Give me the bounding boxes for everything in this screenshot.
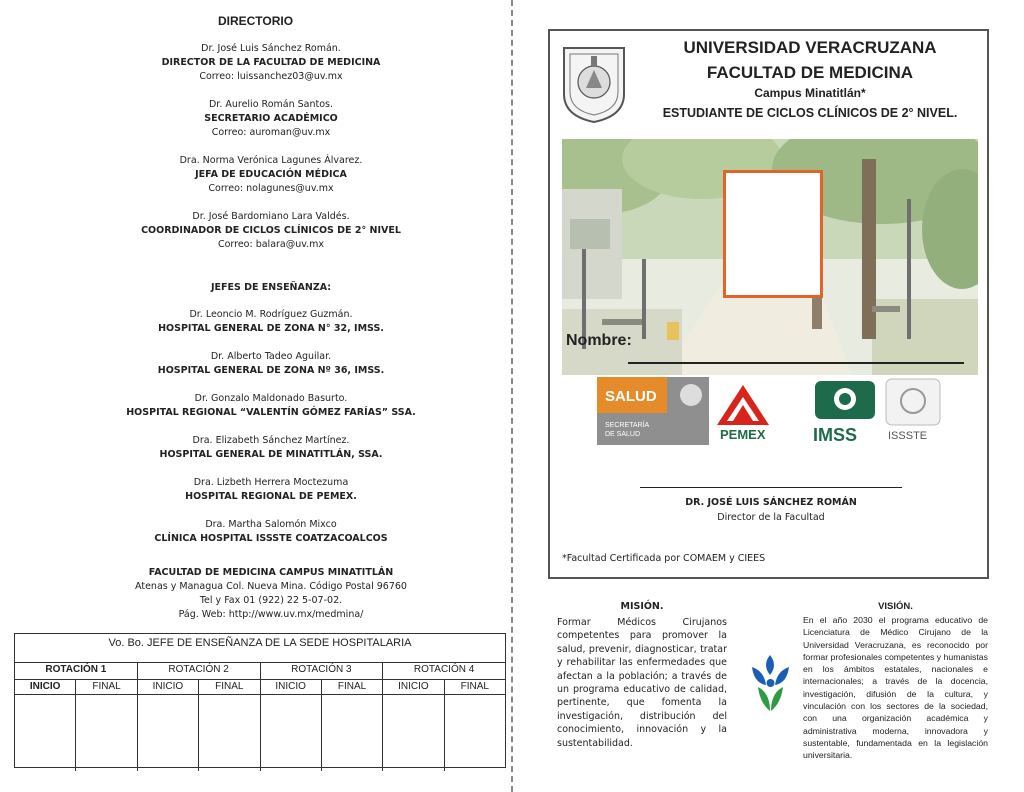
rotation-signature-row [15, 695, 505, 771]
rotation-table [14, 633, 506, 768]
rotation-sub-cell: FINAL [76, 680, 137, 694]
entry-email: Correo: balara@uv.mx [217, 239, 325, 250]
jefe-entry [0, 392, 542, 420]
nombre-label: Nombre: [566, 332, 632, 349]
jefe-hospital: HOSPITAL REGIONAL DE PEMEX. [185, 491, 357, 502]
signature-cell [15, 695, 76, 771]
jefe-name: Dra. Lizbeth Herrera Moctezuma [193, 477, 349, 488]
dean-name: DR. JOSÉ LUIS SÁNCHEZ ROMÁN [685, 497, 857, 508]
entry-email: Correo: luissanchez03@uv.mx [199, 71, 343, 82]
issste-logo-text: ISSSTE [888, 430, 928, 442]
directory-entry [0, 98, 542, 140]
jefe-hospital: HOSPITAL GENERAL DE ZONA Nº 36, IMSS. [157, 365, 385, 376]
imss-logo [813, 381, 875, 445]
salud-sub2: DE SALUD [605, 431, 641, 438]
jefes-title: JEFES DE ENSEÑANZA: [210, 282, 332, 293]
salud-sub1: SECRETARÍA [605, 422, 650, 429]
entry-role: JEFA DE EDUCACIÓN MÉDICA [195, 169, 347, 180]
jefe-hospital: HOSPITAL REGIONAL “VALENTÍN GÓMEZ FARÍAS” SSA. [126, 407, 416, 418]
rotation-header-cell: ROTACIÓN 3 [261, 663, 384, 679]
web-line: Pág. Web: http://www.uv.mx/medmina/ [178, 609, 364, 620]
signature-cell [76, 695, 137, 771]
directory-entry [0, 154, 542, 196]
entry-role: COORDINADOR DE CICLOS CLÍNICOS DE 2° NIVEL [141, 225, 401, 236]
entry-role: DIRECTOR DE LA FACULTAD DE MEDICINA [161, 57, 381, 68]
jefe-name: Dra. Elizabeth Sánchez Martínez. [192, 435, 350, 446]
jefe-name: Dra. Martha Salomón Mixco [205, 519, 337, 530]
entry-email: Correo: auroman@uv.mx [211, 127, 331, 138]
signature-cell [199, 695, 260, 771]
signature-cell [383, 695, 444, 771]
vision-title: VISIÓN. [878, 601, 913, 612]
university-seal [558, 42, 630, 124]
jefe-entry [0, 434, 542, 462]
photo-placeholder[interactable] [723, 170, 823, 298]
entry-name: Dr. José Luis Sánchez Román. [201, 43, 341, 54]
signature-cell [261, 695, 322, 771]
signature-cell [138, 695, 199, 771]
nombre-input-line[interactable] [628, 362, 964, 364]
rotation-header-cell: ROTACIÓN 2 [138, 663, 261, 679]
signature-cell [445, 695, 505, 771]
rotation-sub-cell: INICIO [383, 680, 444, 694]
certification-note: *Facultad Certificada por COMAEM y CIEES [562, 553, 766, 564]
rotation-subheader-row [15, 680, 505, 695]
vision-text: En el año 2030 el programa educativo de Licenciatura de Médico Cirujano de la Universidad Veracruzana, es reconocido por formar profesionales competentes y humanistas en los ámbitos estatales, nacionales e internacionales; a través de la docencia, investigación, difusión de la cultura, y vinculación con los sectores de la sociedad, con una organización académica y administrativa moderna, innovadora y sustentable, fundamentada en la legislación universitaria. [803, 615, 988, 761]
jefe-entry [0, 518, 542, 546]
university-name: UNIVERSIDAD VERACRUZANA [683, 38, 937, 57]
institution-logos [597, 377, 942, 445]
directory-entry [0, 42, 542, 84]
directory-entry [0, 210, 542, 252]
entry-name: Dr. José Bardomiano Lara Valdés. [192, 211, 350, 222]
jefe-entry [0, 308, 542, 336]
rotation-header-cell: ROTACIÓN 1 [15, 663, 138, 679]
pemex-logo [717, 385, 769, 442]
faculty-name: FACULTAD DE MEDICINA [706, 63, 914, 82]
address-line: Atenas y Managua Col. Nueva Mina. Código Postal 96760 [135, 581, 407, 592]
rotation-sub-cell: FINAL [460, 681, 489, 692]
entry-name: Dra. Norma Verónica Lagunes Álvarez. [179, 155, 363, 166]
entry-email: Correo: nolagunes@uv.mx [208, 183, 334, 194]
jefe-hospital: HOSPITAL GENERAL DE MINATITLÁN, SSA. [159, 449, 383, 460]
imss-logo-text: IMSS [813, 425, 858, 445]
jefe-entry [0, 350, 542, 378]
rotation-table-header: Vo. Bo. JEFE DE ENSEÑANZA DE LA SEDE HOSPITALARIA [15, 634, 505, 663]
rotation-header-row [15, 663, 505, 680]
mision-text: Formar Médicos Cirujanos competentes para promover la salud, prevenir, diagnosticar, tratar y rehabilitar las enfermedades que afectan a la población; a través de un programa educativo de calidad, pertinente, que fomenta la investigación, distribución del conocimiento, innovación y la sustentabilidad. [557, 617, 727, 749]
dean-title: Director de la Facultad [717, 512, 825, 523]
issste-logo [886, 379, 940, 442]
directory-title: DIRECTORIO [217, 14, 294, 28]
rotation-sub-cell: INICIO [261, 680, 322, 694]
jefe-hospital: CLÍNICA HOSPITAL ISSSTE COATZACOALCOS [154, 533, 388, 544]
rotation-sub-cell: FINAL [322, 680, 383, 694]
rotation-sub-cell: INICIO [138, 680, 199, 694]
address-title: FACULTAD DE MEDICINA CAMPUS MINATITLÁN [148, 567, 394, 578]
jefe-name: Dr. Leoncio M. Rodríguez Guzmán. [189, 309, 353, 320]
signature-line [640, 487, 902, 488]
entry-role: SECRETARIO ACADÉMICO [204, 113, 338, 124]
entry-name: Dr. Aurelio Román Santos. [208, 99, 334, 110]
pemex-logo-text: PEMEX [720, 427, 766, 442]
campus-name: Campus Minatitlán* [754, 86, 866, 100]
jefe-name: Dr. Gonzalo Maldonado Basurto. [194, 393, 348, 404]
jefe-hospital: HOSPITAL GENERAL DE ZONA N° 32, IMSS. [158, 323, 384, 334]
rotation-sub-cell: FINAL [199, 680, 260, 694]
student-level: ESTUDIANTE DE CICLOS CLÍNICOS DE 2° NIVEL. [662, 106, 958, 120]
uv-logo-icon [748, 653, 793, 715]
salud-logo [597, 377, 709, 445]
address-block [0, 566, 542, 622]
signature-cell [322, 695, 383, 771]
rotation-sub-cell: INICIO [15, 680, 76, 694]
phone-line: Tel y Fax 01 (922) 22 5-07-02. [199, 595, 343, 606]
salud-logo-text: SALUD [605, 388, 657, 405]
jefe-entry [0, 476, 542, 504]
jefe-name: Dr. Alberto Tadeo Aguilar. [210, 351, 332, 362]
mision-title: MISIÓN. [620, 601, 664, 612]
rotation-header-cell: ROTACIÓN 4 [413, 664, 475, 675]
